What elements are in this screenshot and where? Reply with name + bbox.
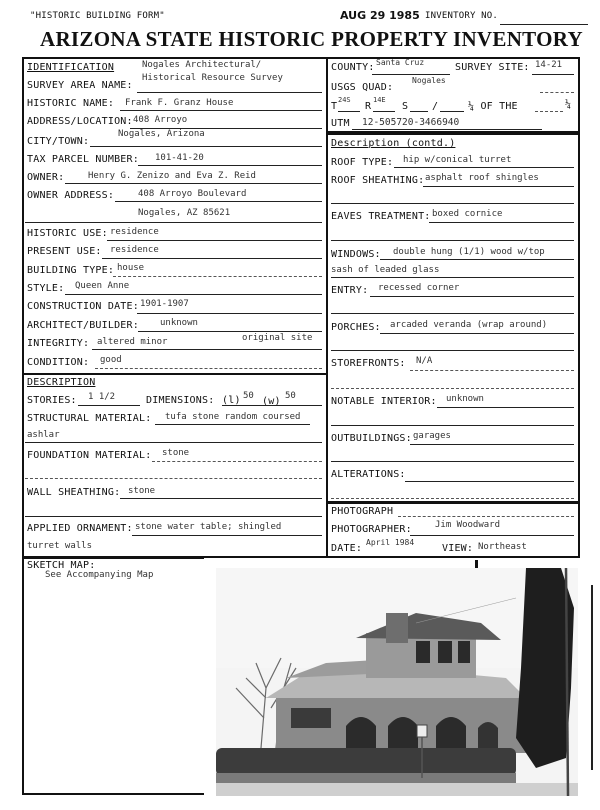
eaves-underline [429,222,574,223]
quarter-suffix: ¼ [565,99,572,110]
applied-ornament-value-2[interactable]: turret walls [27,541,93,551]
owner-address-underline-1 [115,201,322,202]
tax-parcel-label: TAX PARCEL NUMBER: [27,154,139,165]
building-type-value[interactable]: house [117,263,145,273]
integrity-label: INTEGRITY: [27,338,90,349]
porches-underline-2 [331,350,574,351]
sketch-map-label: SKETCH MAP: [27,560,96,571]
township-underline [338,111,360,112]
outbuildings-underline [410,444,574,445]
county-label: COUNTY: [331,62,375,73]
notable-interior-underline [437,407,574,408]
alterations-label: ALTERATIONS: [331,469,406,480]
address-value[interactable]: 408 Arroyo [133,115,188,125]
owner-label: OWNER: [27,172,65,183]
survey-area-value-2[interactable]: Historical Resource Survey [142,73,283,83]
style-label: STYLE: [27,283,65,294]
owner-underline [65,183,322,184]
historic-name-label: HISTORIC NAME: [27,98,115,109]
foundation-material-value[interactable]: stone [162,448,190,458]
owner-address-label: OWNER ADDRESS: [27,190,115,201]
stories-underline [78,405,140,406]
entry-value[interactable]: recessed corner [378,283,460,293]
range-underline [373,111,395,112]
windows-value-1[interactable]: double hung (1/1) wood w/top [393,247,545,257]
windows-value-2[interactable]: sash of leaded glass [331,265,440,275]
eaves-label: EAVES TREATMENT: [331,211,431,222]
integrity-underline [92,349,322,350]
section-fraction-field[interactable] [440,111,464,112]
alterations-underline-2 [331,498,574,499]
condition-value[interactable]: good [100,355,122,365]
county-value[interactable]: Santa Cruz [376,58,425,67]
city-underline [90,146,322,147]
wall-sheathing-value[interactable]: stone [128,486,156,496]
foundation-material-label: FOUNDATION MATERIAL: [27,450,152,461]
township-label: T [331,101,338,112]
description-contd-section [326,133,580,503]
historic-use-label: HISTORIC USE: [27,228,108,239]
survey-site-underline [532,74,574,75]
county-underline [372,74,450,75]
page-title: ARIZONA STATE HISTORIC PROPERTY INVENTORY [40,27,583,51]
range-value[interactable]: 14E [373,96,386,104]
roof-type-label: ROOF TYPE: [331,157,394,168]
photograph-underline [398,516,574,517]
alterations-field[interactable] [405,481,574,482]
foundation-material-underline-2 [25,478,322,479]
storefronts-value[interactable]: N/A [416,356,433,366]
utm-label: UTM [331,118,350,129]
outbuildings-label: OUTBUILDINGS: [331,433,412,444]
architect-value[interactable]: unknown [160,318,198,328]
stories-label: STORIES: [27,395,77,406]
tax-parcel-value[interactable]: 101-41-20 [155,153,204,163]
foundation-material-underline [152,461,322,462]
storefronts-underline-2 [331,388,574,389]
construction-date-label: CONSTRUCTION DATE: [27,301,139,312]
dimensions-label: DIMENSIONS: [146,395,215,406]
inventory-number-label: INVENTORY NO. [425,11,499,21]
dimension-width-value[interactable]: 50 [285,391,296,401]
eaves-value[interactable]: boxed cornice [432,209,503,219]
porches-label: PORCHES: [331,322,381,333]
utm-value[interactable]: 12-505720-3466940 [362,117,460,128]
structural-material-value-2[interactable]: ashlar [27,430,60,440]
notable-interior-label: NOTABLE INTERIOR: [331,396,437,407]
photo-date-value[interactable]: April 1984 [366,538,415,547]
roof-type-underline [394,167,574,168]
historic-use-value[interactable]: residence [110,227,159,237]
survey-site-value[interactable]: 14-21 [535,60,563,70]
photographer-value[interactable]: Jim Woodward [435,520,501,530]
description-heading: DESCRIPTION [27,377,96,388]
style-value[interactable]: Queen Anne [75,281,130,291]
description-contd-heading: Description (contd.) [331,138,456,149]
structural-material-label: STRUCTURAL MATERIAL: [27,413,152,424]
porches-value[interactable]: arcaded veranda (wrap around) [390,320,548,330]
present-use-underline [102,258,322,259]
sketch-map-note: See Accompanying Map [45,570,154,580]
survey-area-label: SURVEY AREA NAME: [27,80,133,91]
wall-sheathing-underline [120,498,322,499]
historic-name-underline [120,110,322,111]
city-label: CITY/TOWN: [27,136,90,147]
entry-underline-2 [331,313,574,314]
storefronts-underline [410,370,574,371]
historic-use-underline [107,240,322,241]
photographer-label: PHOTOGRAPHER: [331,524,412,535]
usgs-quad-underline [540,92,574,93]
dimension-width-label: (w) [262,396,281,407]
applied-ornament-label: APPLIED ORNAMENT: [27,523,133,534]
usgs-quad-label: USGS QUAD: [331,82,394,93]
roof-sheathing-label: ROOF SHEATHING: [331,175,425,186]
owner-value[interactable]: Henry G. Zenizo and Eva Z. Reid [88,171,256,181]
present-use-label: PRESENT USE: [27,246,102,257]
address-label: ADDRESS/LOCATION: [27,116,133,127]
integrity-value[interactable]: altered minor [97,337,168,347]
entry-label: ENTRY: [331,285,369,296]
construction-date-underline [137,313,322,314]
structural-material-underline [155,424,310,425]
photo-view-label: VIEW: [442,543,474,554]
dimension-length-label: (l) [222,395,241,406]
stories-value[interactable]: 1 1/2 [88,392,116,402]
form-name: "HISTORIC BUILDING FORM" [30,11,165,21]
architect-underline [138,331,322,332]
windows-underline-2 [331,277,574,278]
utm-underline [352,129,542,130]
storefronts-label: STOREFRONTS: [331,358,406,369]
photograph-heading: PHOTOGRAPH [331,506,394,517]
dimensions-underline [222,405,322,406]
applied-ornament-value-1[interactable]: stone water table; shingled [135,522,282,532]
photo-view-value[interactable]: Northeast [478,542,527,552]
outbuildings-underline-2 [331,461,574,462]
notable-interior-value[interactable]: unknown [446,394,484,404]
scan-mark [475,560,478,568]
notable-interior-underline-2 [331,425,574,426]
entry-underline [370,296,574,297]
windows-label: WINDOWS: [331,249,381,260]
condition-label: CONDITION: [27,357,90,368]
roof-sheathing-value[interactable]: asphalt roof shingles [425,173,539,183]
survey-area-underline [137,92,322,93]
survey-site-label: SURVEY SITE: [455,62,530,73]
integrity-note[interactable]: original site [242,333,313,343]
identification-heading: IDENTIFICATION [27,62,115,73]
outbuildings-value[interactable]: garages [413,431,451,441]
construction-date-value[interactable]: 1901-1907 [140,299,189,309]
quarter-field[interactable] [535,111,563,112]
house-photo-illustration [216,568,578,796]
owner-address-value-2[interactable]: Nogales, AZ 85621 [138,208,231,218]
roof-sheathing-underline-2 [331,203,574,204]
range-label: R [365,101,372,112]
windows-underline [380,259,574,260]
survey-area-value-1[interactable]: Nogales Architectural/ [142,60,262,70]
building-type-label: BUILDING TYPE: [27,265,115,276]
section-slash: / [432,101,439,112]
inventory-number-field[interactable] [500,24,588,25]
quarter-of-the-label: ¼ OF THE [468,101,518,112]
section-field[interactable] [410,111,428,112]
photo-date-label: DATE: [331,543,363,554]
condition-underline [95,368,322,369]
porches-underline [380,333,574,334]
wall-sheathing-label: WALL SHEATHING: [27,487,121,498]
dimension-length-value[interactable]: 50 [243,391,254,401]
owner-address-value-1[interactable]: 408 Arroyo Boulevard [138,189,247,199]
structural-material-value-1[interactable]: tufa stone random coursed [165,412,301,422]
roof-type-value[interactable]: hip w/conical turret [403,155,512,165]
wall-sheathing-underline-2 [25,516,322,517]
building-type-underline [113,276,322,277]
section-label: S [402,101,409,112]
scan-edge-line [591,585,593,770]
structural-material-underline-2 [25,442,322,443]
applied-ornament-underline [132,535,322,536]
city-value[interactable]: Nogales, Arizona [118,129,205,139]
roof-sheathing-underline [423,186,574,187]
photographer-underline [410,535,574,536]
property-photo [216,568,578,796]
township-value[interactable]: 24S [338,96,351,104]
eaves-underline-2 [331,240,574,241]
sketch-map-section [22,557,204,795]
architect-label: ARCHITECT/BUILDER: [27,320,139,331]
usgs-quad-value[interactable]: Nogales [412,76,446,85]
owner-address-underline-2 [25,222,322,223]
tax-parcel-underline [138,165,322,166]
style-underline [65,294,322,295]
received-date-stamp: AUG 29 1985 [340,9,420,22]
historic-name-value[interactable]: Frank F. Granz House [125,98,234,108]
present-use-value[interactable]: residence [110,245,159,255]
